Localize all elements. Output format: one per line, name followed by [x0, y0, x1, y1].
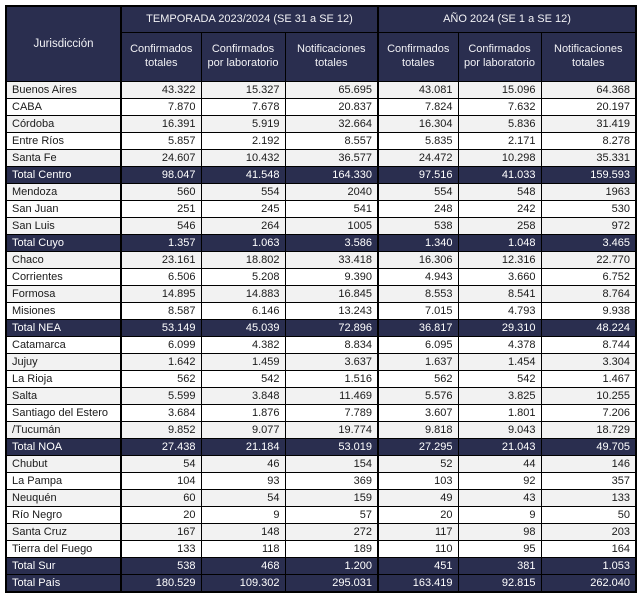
- row-label: Mendoza: [6, 184, 121, 201]
- table-row: [6, 456, 636, 473]
- value-cell: 9.818: [378, 422, 458, 439]
- value-cell: 60: [121, 490, 201, 507]
- value-cell: 110: [378, 541, 458, 558]
- value-cell: 33.418: [285, 252, 378, 269]
- value-cell: 20.837: [285, 99, 378, 116]
- value-cell: 20: [378, 507, 458, 524]
- table-row: [6, 473, 636, 490]
- value-cell: 54: [201, 490, 285, 507]
- value-cell: 369: [285, 473, 378, 490]
- value-cell: 3.304: [541, 354, 636, 371]
- value-cell: 2040: [285, 184, 378, 201]
- row-label: La Pampa: [6, 473, 121, 490]
- value-cell: 7.870: [121, 99, 201, 116]
- value-cell: 72.896: [285, 320, 378, 337]
- value-cell: 54: [121, 456, 201, 473]
- value-cell: 9.390: [285, 269, 378, 286]
- value-cell: 43.322: [121, 82, 201, 99]
- table-row: [6, 201, 636, 218]
- value-cell: 15.327: [201, 82, 285, 99]
- value-cell: 9.938: [541, 303, 636, 320]
- value-cell: 14.883: [201, 286, 285, 303]
- row-label: La Rioja: [6, 371, 121, 388]
- value-cell: 36.577: [285, 150, 378, 167]
- value-cell: 23.161: [121, 252, 201, 269]
- value-cell: 3.586: [285, 235, 378, 252]
- value-cell: 548: [458, 184, 541, 201]
- value-cell: 50: [541, 507, 636, 524]
- value-cell: 32.664: [285, 116, 378, 133]
- value-cell: 8.764: [541, 286, 636, 303]
- value-cell: 4.943: [378, 269, 458, 286]
- total-row: [6, 558, 636, 575]
- column-header-temporada-notificaciones-totales: Notificaciones totales: [285, 33, 378, 82]
- value-cell: 19.774: [285, 422, 378, 439]
- value-cell: 41.548: [201, 167, 285, 184]
- row-label: Río Negro: [6, 507, 121, 524]
- row-label: Chaco: [6, 252, 121, 269]
- value-cell: 27.295: [378, 439, 458, 456]
- value-cell: 562: [121, 371, 201, 388]
- value-cell: 159: [285, 490, 378, 507]
- value-cell: 530: [541, 201, 636, 218]
- row-label: San Juan: [6, 201, 121, 218]
- table-row: [6, 388, 636, 405]
- value-cell: 103: [378, 473, 458, 490]
- value-cell: 49.705: [541, 439, 636, 456]
- value-cell: 560: [121, 184, 201, 201]
- value-cell: 1963: [541, 184, 636, 201]
- value-cell: 451: [378, 558, 458, 575]
- value-cell: 6.095: [378, 337, 458, 354]
- table-row: [6, 269, 636, 286]
- value-cell: 1.801: [458, 405, 541, 422]
- table-row: [6, 524, 636, 541]
- table-row: [6, 82, 636, 99]
- value-cell: 45.039: [201, 320, 285, 337]
- table-row: [6, 371, 636, 388]
- row-label: Chubut: [6, 456, 121, 473]
- value-cell: 10.432: [201, 150, 285, 167]
- value-cell: 3.465: [541, 235, 636, 252]
- row-label: Total Sur: [6, 558, 121, 575]
- row-label: Jujuy: [6, 354, 121, 371]
- value-cell: 5.835: [378, 133, 458, 150]
- table-row: [6, 116, 636, 133]
- value-cell: 14.895: [121, 286, 201, 303]
- value-cell: 16.391: [121, 116, 201, 133]
- value-cell: 64.368: [541, 82, 636, 99]
- value-cell: 1.454: [458, 354, 541, 371]
- value-cell: 10.298: [458, 150, 541, 167]
- value-cell: 7.824: [378, 99, 458, 116]
- value-cell: 8.553: [378, 286, 458, 303]
- value-cell: 117: [378, 524, 458, 541]
- table-row: [6, 490, 636, 507]
- value-cell: 1.357: [121, 235, 201, 252]
- value-cell: 1005: [285, 218, 378, 235]
- value-cell: 242: [458, 201, 541, 218]
- row-label: Formosa: [6, 286, 121, 303]
- row-label: Total País: [6, 575, 121, 593]
- value-cell: 44: [458, 456, 541, 473]
- value-cell: 133: [541, 490, 636, 507]
- value-cell: 98: [458, 524, 541, 541]
- value-cell: 8.587: [121, 303, 201, 320]
- value-cell: 104: [121, 473, 201, 490]
- value-cell: 7.632: [458, 99, 541, 116]
- value-cell: 48.224: [541, 320, 636, 337]
- value-cell: 5.919: [201, 116, 285, 133]
- value-cell: 1.637: [378, 354, 458, 371]
- value-cell: 248: [378, 201, 458, 218]
- value-cell: 3.684: [121, 405, 201, 422]
- value-cell: 163.419: [378, 575, 458, 593]
- total-row: [6, 439, 636, 456]
- value-cell: 8.557: [285, 133, 378, 150]
- value-cell: 43: [458, 490, 541, 507]
- value-cell: 15.096: [458, 82, 541, 99]
- value-cell: 7.789: [285, 405, 378, 422]
- value-cell: 53.019: [285, 439, 378, 456]
- value-cell: 5.857: [121, 133, 201, 150]
- value-cell: 1.642: [121, 354, 201, 371]
- row-label: Santiago del Estero: [6, 405, 121, 422]
- value-cell: 7.015: [378, 303, 458, 320]
- value-cell: 53.149: [121, 320, 201, 337]
- row-label: Buenos Aires: [6, 82, 121, 99]
- value-cell: 6.146: [201, 303, 285, 320]
- value-cell: 46: [201, 456, 285, 473]
- value-cell: 6.752: [541, 269, 636, 286]
- total-row: [6, 167, 636, 184]
- value-cell: 57: [285, 507, 378, 524]
- value-cell: 264: [201, 218, 285, 235]
- table-row: [6, 286, 636, 303]
- value-cell: 2.192: [201, 133, 285, 150]
- value-cell: 7.206: [541, 405, 636, 422]
- jurisdiction-table: [5, 5, 637, 593]
- value-cell: 41.033: [458, 167, 541, 184]
- value-cell: 9.043: [458, 422, 541, 439]
- table-row: [6, 99, 636, 116]
- row-label: Misiones: [6, 303, 121, 320]
- value-cell: 27.438: [121, 439, 201, 456]
- value-cell: 92.815: [458, 575, 541, 593]
- value-cell: 4.378: [458, 337, 541, 354]
- value-cell: 357: [541, 473, 636, 490]
- table-row: [6, 218, 636, 235]
- row-label: CABA: [6, 99, 121, 116]
- value-cell: 8.541: [458, 286, 541, 303]
- value-cell: 18.729: [541, 422, 636, 439]
- value-cell: 8.278: [541, 133, 636, 150]
- value-cell: 22.770: [541, 252, 636, 269]
- value-cell: 6.506: [121, 269, 201, 286]
- value-cell: 159.593: [541, 167, 636, 184]
- value-cell: 3.848: [201, 388, 285, 405]
- value-cell: 31.419: [541, 116, 636, 133]
- value-cell: 542: [458, 371, 541, 388]
- value-cell: 5.208: [201, 269, 285, 286]
- value-cell: 3.825: [458, 388, 541, 405]
- value-cell: 93: [201, 473, 285, 490]
- group-header-temporada: TEMPORADA 2023/2024 (SE 31 a SE 12): [121, 6, 378, 33]
- value-cell: 35.331: [541, 150, 636, 167]
- value-cell: 4.793: [458, 303, 541, 320]
- value-cell: 97.516: [378, 167, 458, 184]
- row-label: Total Centro: [6, 167, 121, 184]
- value-cell: 24.472: [378, 150, 458, 167]
- row-label: Entre Ríos: [6, 133, 121, 150]
- value-cell: 20: [121, 507, 201, 524]
- value-cell: 538: [378, 218, 458, 235]
- value-cell: 3.607: [378, 405, 458, 422]
- value-cell: 1.340: [378, 235, 458, 252]
- value-cell: 20.197: [541, 99, 636, 116]
- value-cell: 65.695: [285, 82, 378, 99]
- value-cell: 245: [201, 201, 285, 218]
- value-cell: 29.310: [458, 320, 541, 337]
- value-cell: 95: [458, 541, 541, 558]
- value-cell: 468: [201, 558, 285, 575]
- value-cell: 154: [285, 456, 378, 473]
- value-cell: 1.053: [541, 558, 636, 575]
- value-cell: 5.836: [458, 116, 541, 133]
- value-cell: 13.243: [285, 303, 378, 320]
- value-cell: 9: [458, 507, 541, 524]
- column-header-jurisdiccion: Jurisdicción: [6, 6, 121, 82]
- row-label: Tierra del Fuego: [6, 541, 121, 558]
- row-label: Corrientes: [6, 269, 121, 286]
- value-cell: 262.040: [541, 575, 636, 593]
- table-row: [6, 405, 636, 422]
- value-cell: 24.607: [121, 150, 201, 167]
- table-row: [6, 252, 636, 269]
- row-label: /Tucumán: [6, 422, 121, 439]
- value-cell: 381: [458, 558, 541, 575]
- column-header-temporada-confirmados-laboratorio: Confirmados por laboratorio: [201, 33, 285, 82]
- row-label: Córdoba: [6, 116, 121, 133]
- value-cell: 36.817: [378, 320, 458, 337]
- table-row: [6, 133, 636, 150]
- value-cell: 1.516: [285, 371, 378, 388]
- value-cell: 148: [201, 524, 285, 541]
- table-header: [6, 6, 636, 82]
- value-cell: 21.184: [201, 439, 285, 456]
- value-cell: 203: [541, 524, 636, 541]
- value-cell: 164: [541, 541, 636, 558]
- value-cell: 12.316: [458, 252, 541, 269]
- column-header-temporada-confirmados-totales: Confirmados totales: [121, 33, 201, 82]
- value-cell: 541: [285, 201, 378, 218]
- value-cell: 554: [201, 184, 285, 201]
- value-cell: 43.081: [378, 82, 458, 99]
- value-cell: 11.469: [285, 388, 378, 405]
- value-cell: 21.043: [458, 439, 541, 456]
- value-cell: 4.382: [201, 337, 285, 354]
- table-row: [6, 337, 636, 354]
- value-cell: 258: [458, 218, 541, 235]
- value-cell: 9.077: [201, 422, 285, 439]
- row-label: Salta: [6, 388, 121, 405]
- value-cell: 16.304: [378, 116, 458, 133]
- column-header-ano-notificaciones-totales: Notificaciones totales: [541, 33, 636, 82]
- value-cell: 1.048: [458, 235, 541, 252]
- value-cell: 6.099: [121, 337, 201, 354]
- value-cell: 118: [201, 541, 285, 558]
- value-cell: 52: [378, 456, 458, 473]
- value-cell: 9.852: [121, 422, 201, 439]
- value-cell: 18.802: [201, 252, 285, 269]
- value-cell: 542: [201, 371, 285, 388]
- value-cell: 16.306: [378, 252, 458, 269]
- value-cell: 546: [121, 218, 201, 235]
- value-cell: 272: [285, 524, 378, 541]
- value-cell: 9: [201, 507, 285, 524]
- row-label: Santa Fe: [6, 150, 121, 167]
- table-row: [6, 422, 636, 439]
- row-label: Neuquén: [6, 490, 121, 507]
- value-cell: 1.200: [285, 558, 378, 575]
- value-cell: 1.459: [201, 354, 285, 371]
- value-cell: 554: [378, 184, 458, 201]
- value-cell: 164.330: [285, 167, 378, 184]
- total-row: [6, 575, 636, 593]
- column-header-ano-confirmados-totales: Confirmados totales: [378, 33, 458, 82]
- row-label: San Luis: [6, 218, 121, 235]
- value-cell: 189: [285, 541, 378, 558]
- value-cell: 8.834: [285, 337, 378, 354]
- table-row: [6, 150, 636, 167]
- value-cell: 1.467: [541, 371, 636, 388]
- table-body: [6, 82, 636, 593]
- value-cell: 167: [121, 524, 201, 541]
- value-cell: 133: [121, 541, 201, 558]
- value-cell: 1.063: [201, 235, 285, 252]
- value-cell: 8.744: [541, 337, 636, 354]
- value-cell: 49: [378, 490, 458, 507]
- value-cell: 251: [121, 201, 201, 218]
- total-row: [6, 320, 636, 337]
- value-cell: 180.529: [121, 575, 201, 593]
- value-cell: 1.876: [201, 405, 285, 422]
- row-label: Santa Cruz: [6, 524, 121, 541]
- value-cell: 972: [541, 218, 636, 235]
- value-cell: 5.599: [121, 388, 201, 405]
- value-cell: 7.678: [201, 99, 285, 116]
- row-label: Total NEA: [6, 320, 121, 337]
- value-cell: 98.047: [121, 167, 201, 184]
- value-cell: 109.302: [201, 575, 285, 593]
- value-cell: 16.845: [285, 286, 378, 303]
- value-cell: 92: [458, 473, 541, 490]
- table-row: [6, 541, 636, 558]
- row-label: Total Cuyo: [6, 235, 121, 252]
- total-row: [6, 235, 636, 252]
- value-cell: 3.660: [458, 269, 541, 286]
- value-cell: 538: [121, 558, 201, 575]
- table-row: [6, 184, 636, 201]
- value-cell: 146: [541, 456, 636, 473]
- table-row: [6, 507, 636, 524]
- table-row: [6, 354, 636, 371]
- group-header-ano-2024: AÑO 2024 (SE 1 a SE 12): [378, 6, 636, 33]
- column-header-ano-confirmados-laboratorio: Confirmados por laboratorio: [458, 33, 541, 82]
- value-cell: 562: [378, 371, 458, 388]
- value-cell: 2.171: [458, 133, 541, 150]
- row-label: Catamarca: [6, 337, 121, 354]
- row-label: Total NOA: [6, 439, 121, 456]
- table-row: [6, 303, 636, 320]
- value-cell: 3.637: [285, 354, 378, 371]
- value-cell: 5.576: [378, 388, 458, 405]
- value-cell: 295.031: [285, 575, 378, 593]
- value-cell: 10.255: [541, 388, 636, 405]
